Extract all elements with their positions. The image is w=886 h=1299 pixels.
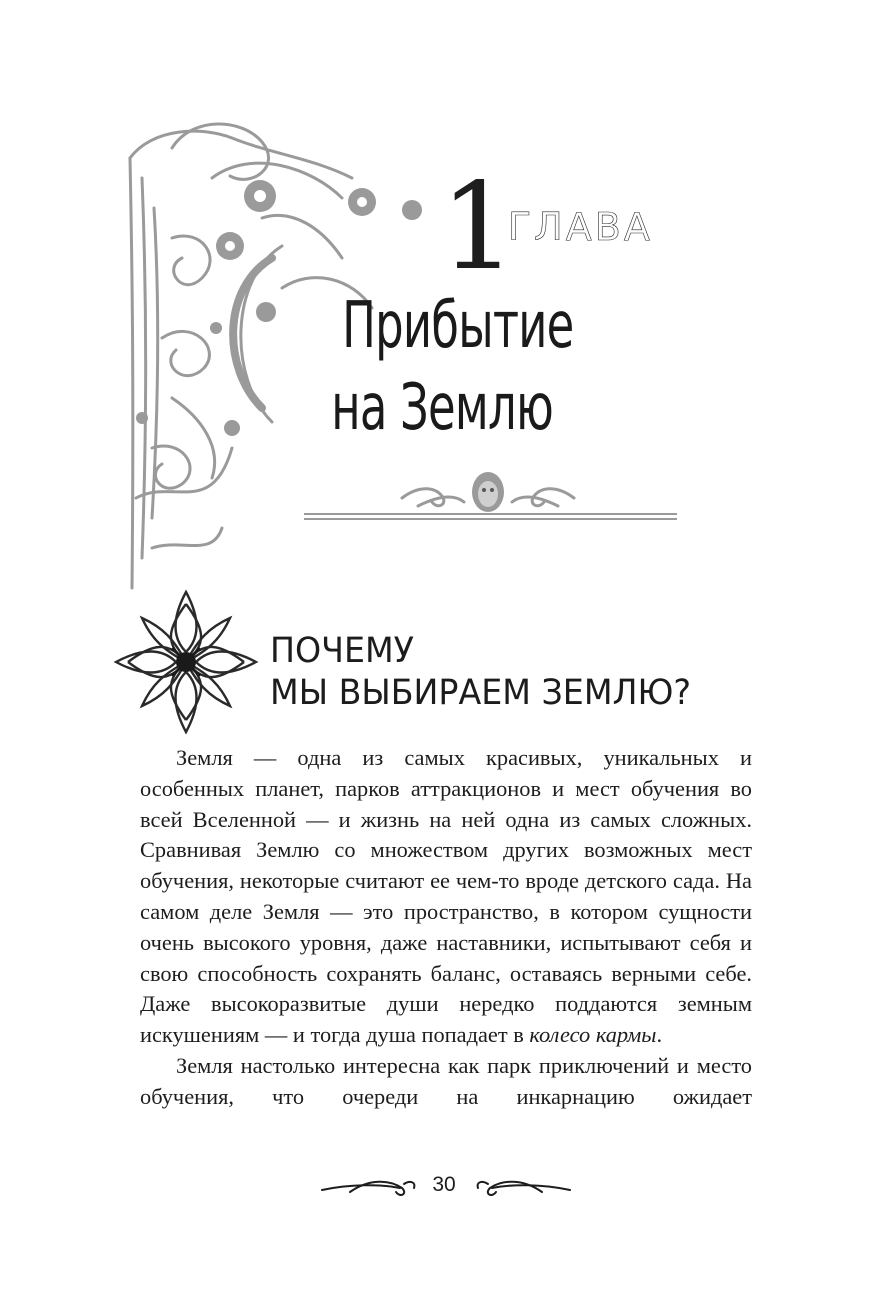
eight-point-star-ornament-icon bbox=[112, 588, 260, 736]
paragraph-2: Земля настолько интересна как парк приключений и место обучения, что очереди на инкарнацию ожидает bbox=[140, 1052, 752, 1109]
chapter-title-line1: Прибытие bbox=[342, 289, 574, 363]
face-scroll-ornament-icon bbox=[398, 466, 578, 514]
paragraph-1-text: Земля — одна из самых красивых, уникальных и особенных планет, парков аттракционов и мест обучения во всей Вселенной — и жизнь на ней одна из самых сложных. Сравнивая Землю со множеством других возможных мест обучения, некоторые считают ее чем-то вроде детского сада. На самом деле Земля — это пространство, в котором сущности очень высокого уровня, даже наставники, испытывают себя и свою способность сохранять баланс, оставаясь верными себе. Даже высокоразвитые души нередко поддаются земным искушениям — и тогда душа попадает в bbox=[140, 745, 752, 1048]
chapter-title bbox=[325, 285, 574, 449]
chapter-word: ГЛАВА bbox=[508, 205, 653, 249]
section-heading bbox=[270, 630, 691, 714]
section-heading-line1: ПОЧЕМУ bbox=[270, 631, 414, 671]
section-heading-line2: МЫ ВЫБИРАЕМ ЗЕМЛЮ? bbox=[270, 673, 692, 713]
paragraph-1-end: . bbox=[656, 1022, 663, 1048]
chapter-title-line2: на Землю bbox=[331, 371, 553, 445]
paragraph-1 bbox=[140, 743, 752, 1051]
title-rule bbox=[304, 513, 677, 520]
paragraph-1-emphasis: колесо кармы bbox=[529, 1022, 657, 1048]
page-number: 30 bbox=[432, 1173, 456, 1196]
chapter-number: 1 bbox=[440, 158, 513, 297]
body-text bbox=[140, 743, 752, 1113]
